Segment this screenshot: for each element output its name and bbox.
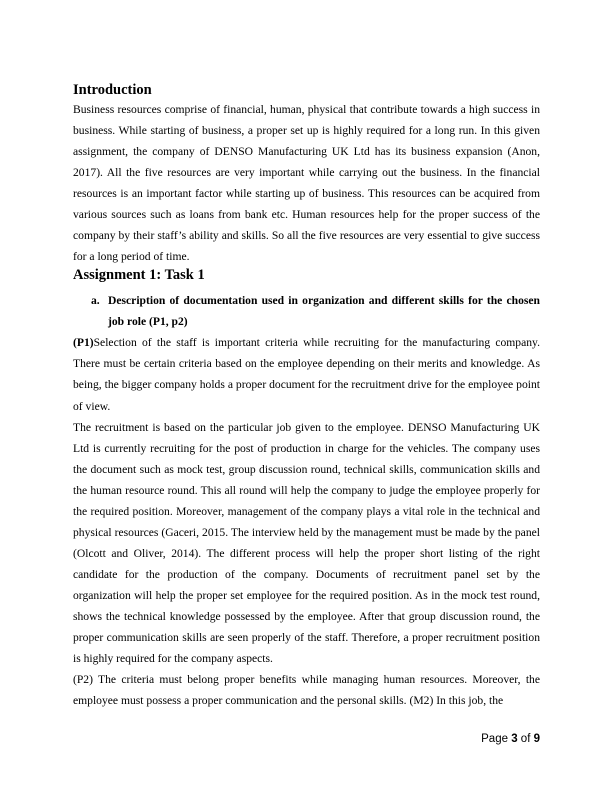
page-total: 9 xyxy=(533,733,540,745)
recruitment-paragraph: The recruitment is based on the particular job given to the employee. DENSO Manufacturing UK Ltd is currently recruiting for the post of production in charge for the vehicles. The company uses the document such as mock test, group discussion round, technical skills, communication skills and the human resource round. This all round will help the company to judge the employee properly for the required position. Moreover, management of the company plays a vital role in the technical and physical resources (Gaceri, 2015. The interview held by the management must be made by the panel (Olcott and Oliver, 2014). The different process will help the proper short listing of the right candidate for the production of the company. Documents of recruitment panel set by the organization will help the proper set employee for the required position. As in the mock test round, shows the technical knowledge possessed by the employee. After that group discussion round, the proper communication skills are seen properly of the staff. Therefore, a proper recruitment position is highly required for the company aspects. xyxy=(73,420,540,666)
p2-paragraph: (P2) The criteria must belong proper benefits while managing human resources. Moreover, the employee must possess a proper communication and the personal skills. (M2) In this job, the xyxy=(73,673,540,708)
task-subheading-text: Description of documentation used in organization and different skills for the chosen job role (P1, p2) xyxy=(108,294,540,329)
p1-label: (P1) xyxy=(73,336,94,350)
task-subheading-item xyxy=(73,290,540,332)
page-current: 3 xyxy=(511,733,518,745)
page-content xyxy=(73,82,540,711)
page-word: Page xyxy=(481,733,508,745)
introduction-paragraph: Business resources comprise of financial, human, physical that contribute towards a high success in business. While starting of business, a proper set up is highly required for a long run. In this given assignment, the company of DENSO Manufacturing UK Ltd has its business expansion (Anon, 2017). All the five resources are very important while carrying out the business. In the financial resources is an important factor while starting up of business. This resources can be acquired from various sources such as loans from bank etc. Human resources help for the proper success of the company by their staff’s ability and skills. So all the five resources are very essential to give success for a long period of time. xyxy=(73,103,540,264)
introduction-heading: Introduction xyxy=(73,82,152,98)
of-word: of xyxy=(520,733,531,745)
p1-text: Selection of the staff is important criteria while recruiting for the manufacturing company. There must be certain criteria based on the employee depending on their merits and knowledge. As being, the bigger company holds a proper document for the recruitment drive for the employee point of view. xyxy=(73,336,540,413)
list-marker: a. xyxy=(91,294,100,308)
p1-paragraph xyxy=(73,332,540,416)
page-number-footer xyxy=(480,733,540,745)
task-subheading-list xyxy=(73,290,540,332)
assignment-task-heading: Assignment 1: Task 1 xyxy=(73,267,205,284)
